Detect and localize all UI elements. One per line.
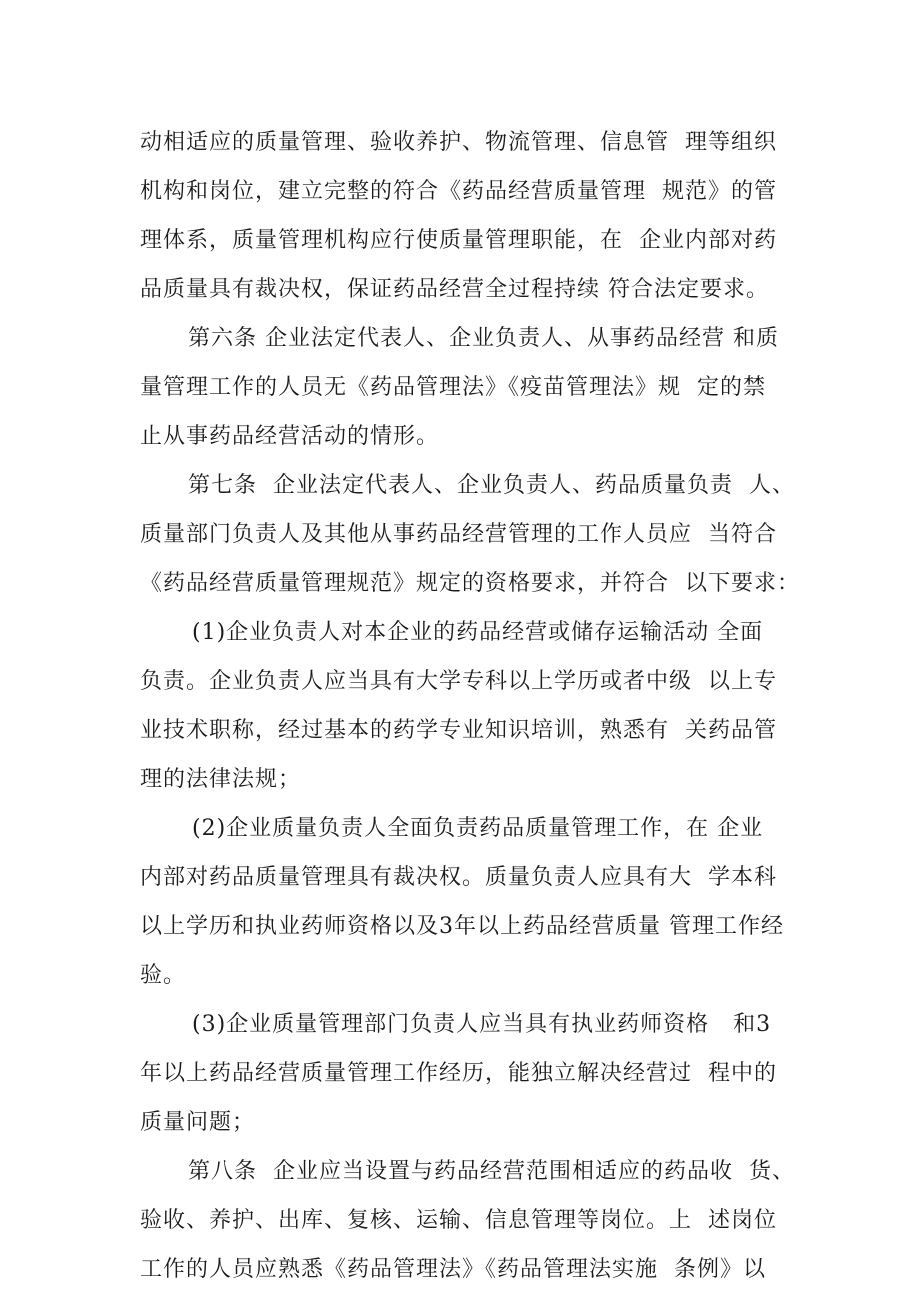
document-paragraph [140,461,800,608]
paragraph-line: 量管理工作的人员无《药品管理法》《疫苗管理法》规 定的禁 [140,375,766,400]
document-paragraph [140,804,795,1000]
paragraph-line: 理体系，质量管理机构应行使质量管理职能，在 企业内部对药 [140,228,777,253]
paragraph-line: 验。 [140,963,187,988]
document-paragraph [140,118,795,314]
paragraph-line: 第六条 企业法定代表人、企业负责人、从事药品经营 和质 [188,326,779,351]
paragraph-line: 业技术职称，经过基本的药学专业知识培训，熟悉有 关药品管 [140,718,777,743]
paragraph-line: (3)企业质量管理部门负责人应当具有执业药师资格 和3 [192,1012,772,1037]
paragraph-line: 《药品经营质量管理规范》规定的资格要求，并符合 以下要求： [140,571,800,596]
paragraph-line: (1)企业负责人对本企业的药品经营或储存运输活动 全面 [192,620,764,645]
paragraph-line: 工作的人员应熟悉《药品管理法》《药品管理法实施 条例》以 [140,1257,766,1282]
document-paragraph [140,314,795,461]
paragraph-line: 质量问题； [140,1110,256,1135]
paragraph-line: 以上学历和执业药师资格以及3年以上药品经营质量 管理工作经 [140,914,784,939]
paragraph-line: 第七条 企业法定代表人、企业负责人、药品质量负责 人、 [188,473,795,498]
paragraph-line: 负责。企业负责人应当具有大学专科以上学历或者中级 以上专 [140,669,777,694]
paragraph-line: 动相适应的质量管理、验收养护、物流管理、信息管 理等组织 [140,130,777,155]
document-paragraph [140,1147,795,1294]
paragraph-line: 验收、养护、出库、复核、运输、信息管理等岗位。上 述岗位 [140,1208,777,1233]
document-body [140,118,800,1294]
paragraph-line: 止从事药品经营活动的情形。 [140,424,440,449]
paragraph-line: 年以上药品经营质量管理工作经历，能独立解决经营过 程中的 [140,1061,777,1086]
paragraph-line: 第八条 企业应当设置与药品经营范围相适应的药品收 货、 [188,1159,795,1184]
document-paragraph [140,1000,795,1147]
paragraph-line: 机构和岗位，建立完整的符合《药品经营质量管理 规范》的管 [140,179,777,204]
document-paragraph [140,608,795,804]
paragraph-line: (2)企业质量负责人全面负责药品质量管理工作，在 企业 [192,816,764,841]
paragraph-line: 品质量具有裁决权，保证药品经营全过程持续 符合法定要求。 [140,277,769,302]
paragraph-line: 质量部门负责人及其他从事药品经营管理的工作人员应 当符合 [140,522,777,547]
paragraph-line: 内部对药品质量管理具有裁决权。质量负责人应具有大 学本科 [140,865,777,890]
paragraph-line: 理的法律法规； [140,767,302,792]
